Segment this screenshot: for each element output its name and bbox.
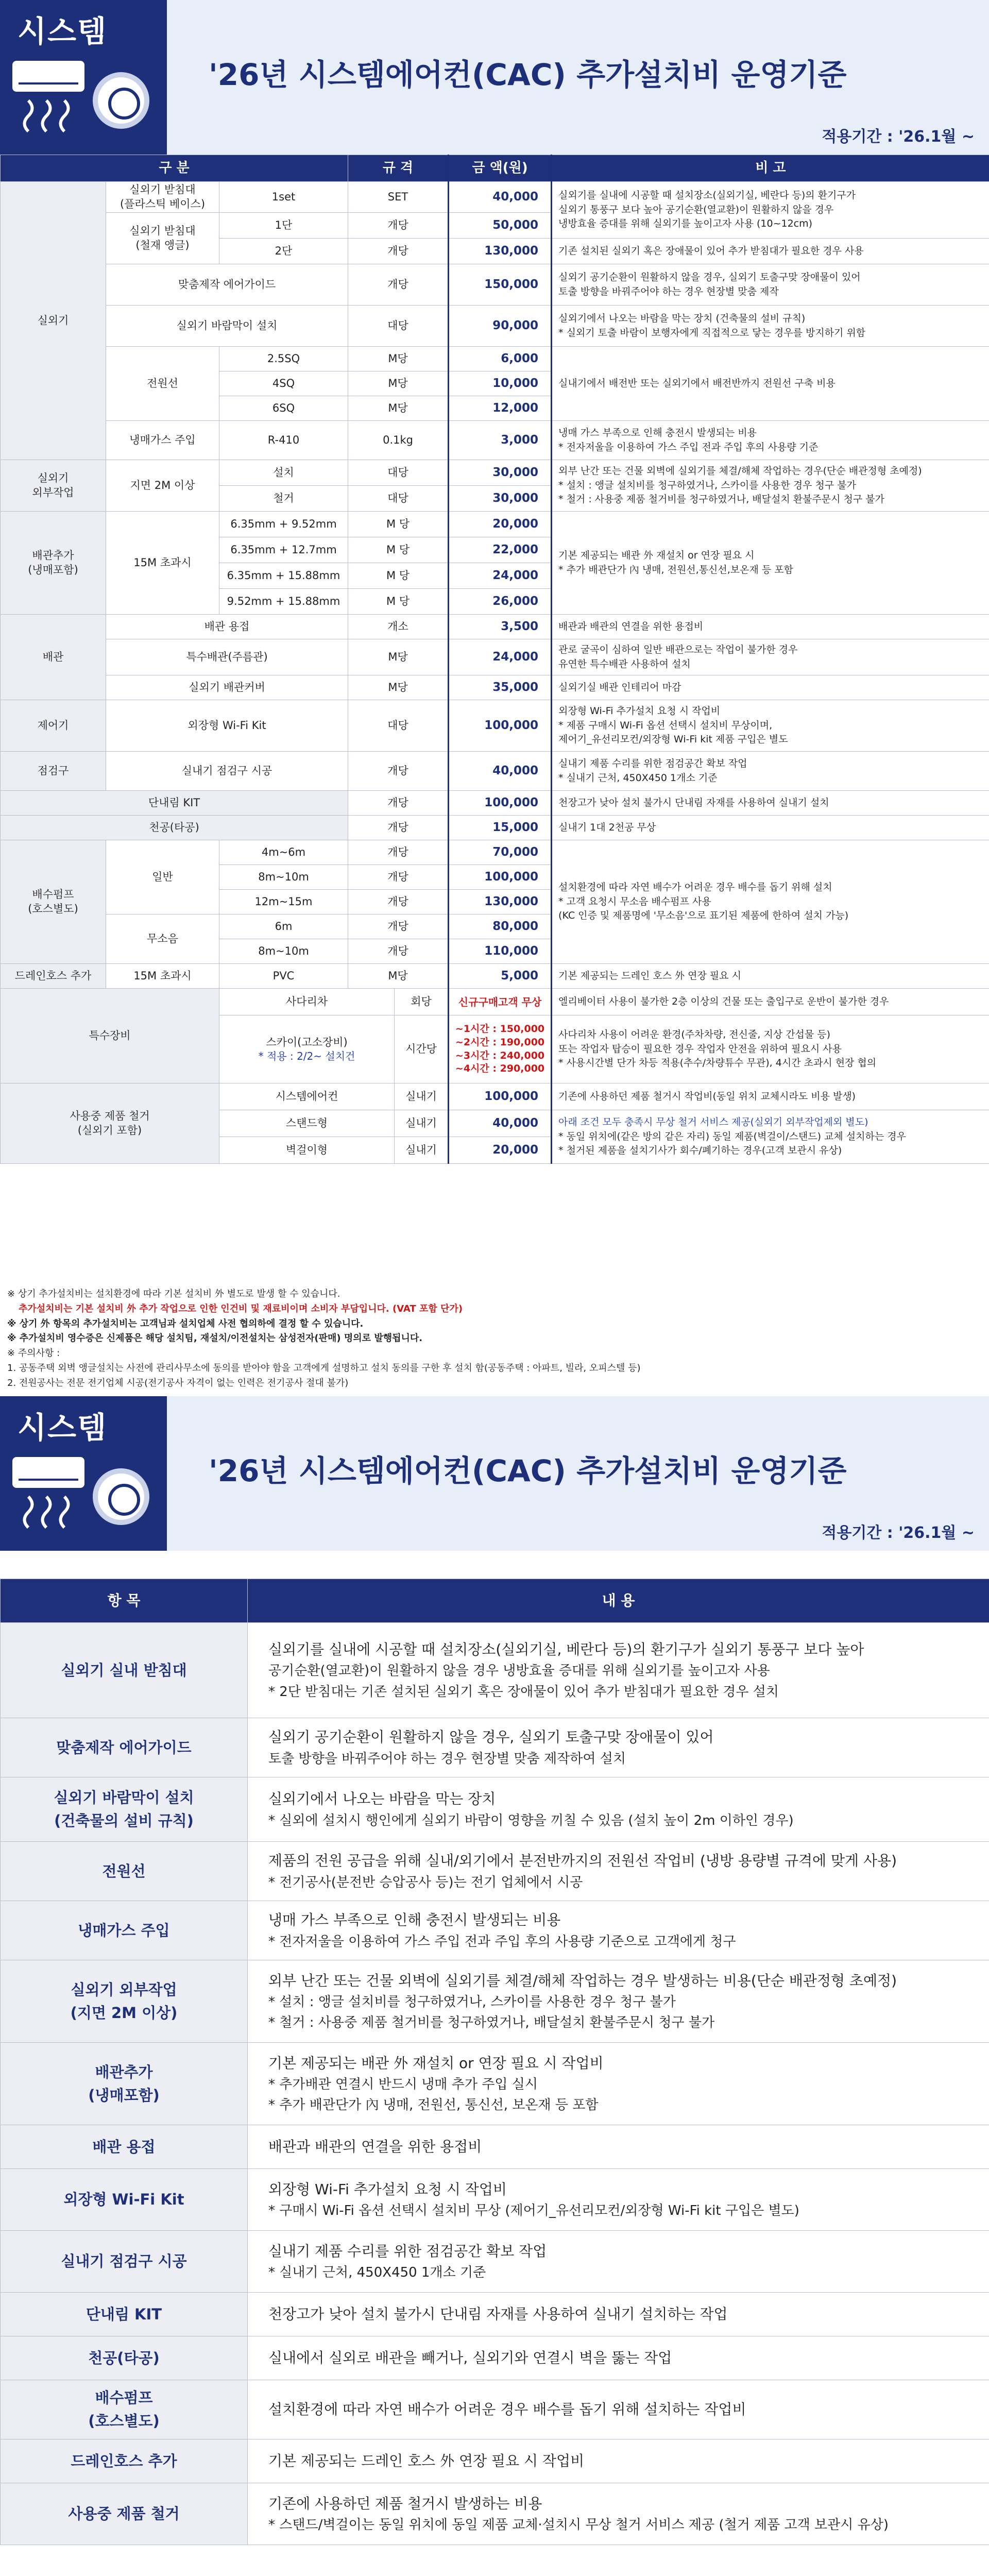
content-line: 외장형 Wi-Fi 추가설치 요청 시 작업비 (268, 2180, 507, 2198)
cell: 개당 (348, 939, 449, 964)
note: 사다리차 사용이 어려운 환경(주차차량, 전신줄, 지상 간섭물 등) 또는 작업자 탑승이 필요한 경우 작업자 안전을 위하여 필요시 사용 * 사용시간별 단가 차등 적용(추수/차량튜수 무관), 4시간 초과시 현장 협의 (552, 1015, 989, 1083)
cell: 1set (219, 182, 348, 213)
col-category: 구 분 (1, 155, 348, 182)
table-row (1, 1718, 989, 1777)
row-label: 실내기 점검구 시공 (1, 2231, 248, 2293)
note: 외장형 Wi-Fi 추가설치 요청 시 작업비 * 제품 구매시 Wi-Fi 옵션 선택시 설치비 무상이며, 제어기_유선리모컨/외장형 Wi-Fi kit 제품 구입은 별도 (552, 700, 989, 752)
row-label: 15M 초과시 (106, 964, 219, 989)
period-label: 적용기간 : '26.1월 ~ (822, 1524, 975, 1542)
row-label: 실외기 외부작업 (1, 460, 106, 512)
row-label: 실외기 받침대 (철재 앵글) (106, 213, 219, 264)
row-label: 외장형 Wi-Fi Kit (106, 700, 348, 752)
note-line: 추가설치비는 기본 설치비 外 추가 작업으로 인한 인건비 및 재료비이며 소비자 부담입니다. (VAT 포함 단가) (19, 1303, 463, 1314)
note: 기본 제공되는 드레인 호스 外 연장 필요 시 (552, 964, 989, 989)
page-title: '26년 시스템에어컨(CAC) 추가설치비 운영기준 (209, 1453, 847, 1488)
note: 실외기에서 나오는 바람을 막는 장치 (건축물의 설비 규칙) * 실외기 토출 바람이 보행자에게 직접적으로 닿는 경우를 방지하기 위함 (552, 306, 989, 347)
table-row (1, 347, 989, 371)
table-row (1, 700, 989, 752)
cell: 설치 (219, 460, 348, 486)
cell: M당 (348, 371, 449, 396)
cell: 실내기 (395, 1110, 449, 1137)
content-line: 기본 제공되는 배관 外 재설치 or 연장 필요 시 작업비 (268, 2054, 604, 2072)
notes-block (7, 1287, 641, 1391)
cell: M당 (348, 675, 449, 700)
row-label: 배관추가 (냉매포함) (1, 512, 106, 615)
amount: 24,000 (449, 563, 552, 589)
cell: 12m~15m (219, 890, 348, 914)
row-content (248, 1777, 989, 1842)
cell: 실내기 (395, 1137, 449, 1164)
table-row (1, 306, 989, 347)
table-row (1, 1083, 989, 1110)
amount: 26,000 (449, 589, 552, 615)
table-row (1, 1901, 989, 1960)
table-row (1, 2231, 989, 2293)
content-line: * 스탠드/벽걸이는 동일 위치에 동일 제품 교체·설치시 무상 철거 서비스 제공 (철거 제품 고객 보관시 유상) (268, 2517, 889, 2533)
amount: 12,000 (449, 396, 552, 421)
cell: 6.35mm + 9.52mm (219, 512, 348, 537)
table-row (1, 2336, 989, 2380)
note-line: 2. 전원공사는 전문 전기업체 시공(전기공사 자격이 없는 인력은 전기공사 절대 불가) (7, 1377, 349, 1388)
table-row (1, 840, 989, 865)
cell: M 당 (348, 589, 449, 615)
note: 실외기실 배관 인테리어 마감 (552, 675, 989, 700)
cell: 0.1kg (348, 421, 449, 460)
content-line: * 전자저울을 이용하여 가스 주입 전과 주입 후의 사용량 기준으로 고객에게 청구 (268, 1934, 736, 1950)
note: 배관과 배관의 연결을 위한 용접비 (552, 615, 989, 639)
row-content (248, 2483, 989, 2545)
row-label: 특수장비 (1, 989, 219, 1083)
cell: 1단 (219, 213, 348, 239)
row-label: 배관 (1, 615, 106, 700)
row-label: 시스템에어컨 (219, 1083, 395, 1110)
content-line: 외부 난간 또는 건물 외벽에 실외기를 체결/해체 작업하는 경우 발생하는 비용(단순 배관정형 초예정) (268, 1972, 897, 1989)
brand-logo (0, 0, 167, 155)
table-row (1, 2125, 989, 2169)
cell: 개당 (348, 752, 449, 791)
amount: 100,000 (449, 791, 552, 816)
content-line: 실내에서 실외로 배관을 빼거나, 실외기와 연결시 벽을 뚫는 작업 (268, 2349, 672, 2367)
row-label: 15M 초과시 (106, 512, 219, 615)
amount: 35,000 (449, 675, 552, 700)
table-header-row (1, 1579, 989, 1623)
amount: 15,000 (449, 816, 552, 840)
row-content (248, 2231, 989, 2293)
cell: 실내기 (395, 1083, 449, 1110)
content-line: * 추가배관 연결시 반드시 냉매 추가 주입 실시 (268, 2076, 538, 2092)
fee-table (0, 155, 989, 1164)
note: 기본 제공되는 배관 外 재설치 or 연장 필요 시 * 추가 배관단가 內 냉매, 전원선,통신선,보온재 등 포함 (552, 512, 989, 615)
note: 천장고가 낮아 설치 불가시 단내림 자재를 사용하여 실내기 설치 (552, 791, 989, 816)
note: 실내기 1대 2천공 무상 (552, 816, 989, 840)
wind-icon (21, 1494, 77, 1530)
fan-icon (93, 1468, 149, 1525)
amount: 40,000 (449, 1110, 552, 1137)
fan-icon (93, 72, 149, 129)
amount: 100,000 (449, 865, 552, 890)
note-line: ※ 상기 外 항목의 추가설치비는 고객님과 설치업체 사전 협의하에 결정 할 수 있습니다. (7, 1318, 364, 1329)
content-line: 실내기 제품 수리를 위한 점검공간 확보 작업 (268, 2242, 547, 2260)
row-label: 점검구 (1, 752, 106, 791)
content-line: 설치환경에 따라 자연 배수가 어려운 경우 배수를 돕기 위해 설치하는 작업비 (268, 2401, 746, 2418)
note: 실내기에서 배전반 또는 실외기에서 배전반까지 전원선 구축 비용 (552, 347, 989, 421)
cell: M 당 (348, 537, 449, 563)
page-title: '26년 시스템에어컨(CAC) 추가설치비 운영기준 (209, 57, 847, 92)
amount: 6,000 (449, 347, 552, 371)
content-line: * 설치 : 앵글 설치비를 청구하였거나, 스카이를 사용한 경우 청구 불가 (268, 1994, 676, 2010)
amount: 100,000 (449, 700, 552, 752)
note: 실외기를 실내에 시공할 때 설치장소(실외기실, 베란다 등)의 환기구가 실외기 통풍구 보다 높아 공기순환(열교환)이 원활하지 않을 경우 냉방효율 증대를 위해 실외기를 높이고자 사용 (10~12cm) (552, 182, 989, 239)
cell: 대당 (348, 700, 449, 752)
content-line: 실외기를 실내에 시공할 때 설치장소(실외기실, 베란다 등)의 환기구가 실외기 통풍구 보다 높아 (268, 1641, 864, 1658)
cell: 6.35mm + 15.88mm (219, 563, 348, 589)
row-label: 벽걸이형 (219, 1137, 395, 1164)
row-label: 배관 용접 (1, 2125, 248, 2169)
row-label: 실외기 외부작업 (지면 2M 이상) (1, 1960, 248, 2043)
amount: 30,000 (449, 460, 552, 486)
cell: 회당 (395, 989, 449, 1015)
cell: 2단 (219, 239, 348, 264)
cell: M당 (348, 964, 449, 989)
row-label: 일반 (106, 840, 219, 914)
content-line: * 추가 배관단가 內 냉매, 전원선, 통신선, 보온재 등 포함 (268, 2097, 599, 2113)
row-label: 드레인호스 추가 (1, 2439, 248, 2483)
table-row (1, 2293, 989, 2336)
content-line: * 실내기 근처, 450X450 1개소 기준 (268, 2265, 486, 2281)
table-row (1, 512, 989, 537)
row-label: 배수펌프 (호스별도) (1, 2380, 248, 2439)
note-line: ※ 상기 추가설치비는 설치환경에 따라 기본 설치비 外 별도로 발생 할 수 있습니다. (7, 1289, 340, 1299)
row-label: 냉매가스 주입 (106, 421, 219, 460)
cell: 개소 (348, 615, 449, 639)
amount: 20,000 (449, 512, 552, 537)
cell: 개당 (348, 239, 449, 264)
cell: 개당 (348, 840, 449, 865)
cell: 6.35mm + 12.7mm (219, 537, 348, 563)
cell: 철거 (219, 486, 348, 512)
row-content (248, 1901, 989, 1960)
note: 기존에 사용하던 제품 철거시 작업비(동일 위치 교체시라도 비용 발생) (552, 1083, 989, 1110)
amount: 50,000 (449, 213, 552, 239)
table-header-row (1, 155, 989, 182)
col-content: 내 용 (248, 1579, 989, 1623)
cell: 2.5SQ (219, 347, 348, 371)
content-line: 천장고가 낮아 설치 불가시 단내림 자재를 사용하여 실내기 설치하는 작업 (268, 2306, 728, 2323)
row-label: 실내기 점검구 시공 (106, 752, 348, 791)
wind-icon (21, 98, 77, 134)
col-amount: 금 액(원) (449, 155, 552, 182)
table-row (1, 816, 989, 840)
aircon-icon (12, 61, 84, 92)
row-content (248, 2439, 989, 2483)
header-second (0, 1396, 989, 1551)
table-row (1, 791, 989, 816)
content-line: 실외기 공기순환이 원활하지 않을 경우, 실외기 토출구맞 장애물이 있어 (268, 1728, 714, 1746)
cell: 대당 (348, 460, 449, 486)
row-label: 지면 2M 이상 (106, 460, 219, 512)
amount: ~1시간 : 150,000 ~2시간 : 190,000 ~3시간 : 240,000 ~4시간 : 290,000 (449, 1015, 552, 1083)
cell: 4SQ (219, 371, 348, 396)
row-label: 실외기 바람막이 설치 (106, 306, 348, 347)
col-note: 비 고 (552, 155, 989, 182)
amount: 150,000 (449, 264, 552, 306)
table-row (1, 2483, 989, 2545)
col-unit: 규 격 (348, 155, 449, 182)
content-line: 냉매 가스 부족으로 인해 충전시 발생되는 비용 (268, 1911, 561, 1929)
table-row (1, 421, 989, 460)
cell: M당 (348, 639, 449, 675)
amount: 130,000 (449, 239, 552, 264)
row-label: 천공(타공) (1, 816, 348, 840)
cell: R-410 (219, 421, 348, 460)
amount: 110,000 (449, 939, 552, 964)
row-content (248, 2043, 989, 2125)
row-label: 사다리차 (219, 989, 395, 1015)
col-item: 항 목 (1, 1579, 248, 1623)
cell: 9.52mm + 15.88mm (219, 589, 348, 615)
content-line: * 실외에 설치시 행인에게 실외기 바람이 영향을 끼칠 수 있음 (설치 높이 2m 이하인 경우) (268, 1812, 794, 1828)
row-content (248, 1842, 989, 1901)
content-line: * 철거 : 사용중 제품 철거비를 청구하였거나, 배달설치 환불주문시 청구 불가 (268, 2015, 715, 2031)
row-content (248, 2169, 989, 2231)
content-line: * 전기공사(분전반 승압공사 등)는 전기 업체에서 시공 (268, 1874, 583, 1890)
row-label: 무소음 (106, 914, 219, 964)
note-line: ※ 주의사항 : (7, 1348, 60, 1359)
table-row (1, 752, 989, 791)
amount: 3,500 (449, 615, 552, 639)
note: 기존 설치된 실외기 혹은 장애물이 있어 추가 받침대가 필요한 경우 사용 (552, 239, 989, 264)
amount: 3,000 (449, 421, 552, 460)
row-label: 사용중 제품 철거 (1, 2483, 248, 2545)
table-row (1, 182, 989, 213)
table-row (1, 639, 989, 675)
row-label: 전원선 (1, 1842, 248, 1901)
cell: 개당 (348, 213, 449, 239)
row-label: 스탠드형 (219, 1110, 395, 1137)
row-label: 실외기 실내 받침대 (1, 1623, 248, 1718)
row-label: 특수배관(주름관) (106, 639, 348, 675)
amount: 40,000 (449, 752, 552, 791)
content-line: 실외기에서 나오는 바람을 막는 장치 (268, 1790, 496, 1808)
row-label: 실외기 (1, 182, 106, 460)
note: 외부 난간 또는 건물 외벽에 실외기를 체결/해체 작업하는 경우(단순 배관정형 초예정) * 설치 : 앵글 설치비를 청구하였거나, 스카이를 사용한 경우 청구 불가 * 철거 : 사용중 제품 철거비를 청구하였거나, 배달설치 환불주문시 청구 불가 (552, 460, 989, 512)
cell: M당 (348, 347, 449, 371)
row-label: 냉매가스 주입 (1, 1901, 248, 1960)
amount: 20,000 (449, 1137, 552, 1164)
amount: 5,000 (449, 964, 552, 989)
row-label: 맞춤제작 에어가이드 (106, 264, 348, 306)
cell: 개당 (348, 865, 449, 890)
row-label: 실외기 배관커버 (106, 675, 348, 700)
amount: 40,000 (449, 182, 552, 213)
cell: 6SQ (219, 396, 348, 421)
cell: 8m~10m (219, 939, 348, 964)
note: 관로 굴곡이 심하여 일반 배관으로는 작업이 불가한 경우 유연한 특수배관 사용하여 설치 (552, 639, 989, 675)
row-label: 배관 용접 (106, 615, 348, 639)
row-content (248, 1960, 989, 2043)
table-row (1, 1960, 989, 2043)
cell: 시간당 (395, 1015, 449, 1083)
note-line: 1. 공동주택 외벽 앵글설치는 사전에 관리사무소에 동의를 받아야 함을 고객에게 설명하고 설치 동의를 구한 후 설치 함(공동주택 : 아파트, 빌라, 오피스텔 등) (7, 1362, 641, 1374)
content-line: * 2단 받침대는 기존 설치된 실외기 혹은 장애물이 있어 추가 받침대가 필요한 경우 설치 (268, 1684, 779, 1700)
cell: 개당 (348, 264, 449, 306)
content-line: 토출 방향을 바꿔주어야 하는 경우 현장별 맞춤 제작하여 설치 (268, 1751, 626, 1767)
header-top (0, 0, 989, 155)
period-label: 적용기간 : '26.1월 ~ (822, 128, 975, 146)
row-content (248, 1623, 989, 1718)
table-row (1, 615, 989, 639)
cell: 개당 (348, 816, 449, 840)
row-label: 단내림 KIT (1, 791, 348, 816)
amount: 24,000 (449, 639, 552, 675)
cell: M 당 (348, 563, 449, 589)
cell: 4m~6m (219, 840, 348, 865)
content-line: 공기순환(열교환)이 원활하지 않을 경우 냉방효율 증대를 위해 실외기를 높이고자 사용 (268, 1663, 770, 1679)
cell: 개당 (348, 914, 449, 939)
table-row (1, 2380, 989, 2439)
row-label: 단내림 KIT (1, 2293, 248, 2336)
amount: 90,000 (449, 306, 552, 347)
amount: 100,000 (449, 1083, 552, 1110)
table-row (1, 264, 989, 306)
row-label: 사용중 제품 철거 (실외기 포함) (1, 1083, 219, 1164)
content-line: 기존에 사용하던 제품 철거시 발생하는 비용 (268, 2495, 542, 2512)
content-line: 배관과 배관의 연결을 위한 용접비 (268, 2138, 482, 2156)
amount: 70,000 (449, 840, 552, 865)
amount: 30,000 (449, 486, 552, 512)
row-label: 전원선 (106, 347, 219, 421)
aircon-icon (12, 1457, 84, 1488)
row-label: 제어기 (1, 700, 106, 752)
brand-logo (0, 1396, 167, 1551)
table-row (1, 989, 989, 1015)
table-row (1, 2439, 989, 2483)
table-row (1, 675, 989, 700)
cell: 개당 (348, 890, 449, 914)
table-row (1, 2043, 989, 2125)
table-row (1, 2169, 989, 2231)
cell: M당 (348, 396, 449, 421)
content-line: 기본 제공되는 드레인 호스 外 연장 필요 시 작업비 (268, 2452, 585, 2470)
cell: 6m (219, 914, 348, 939)
amount: 80,000 (449, 914, 552, 939)
row-label: 실외기 바람막이 설치 (건축물의 설비 규칙) (1, 1777, 248, 1842)
row-label: 드레인호스 추가 (1, 964, 106, 989)
row-label: 배관추가 (냉매포함) (1, 2043, 248, 2125)
table-row (1, 1842, 989, 1901)
description-table (0, 1579, 989, 2545)
note: 아래 조건 모두 충족시 무상 철거 서비스 제공(실외기 외부작업제외 별도) * 동일 위치에(같은 방의 같은 자리) 동일 제품(벽걸이/스탠드) 교체 설치하는 경우 * 철거된 제품을 설치기사가 회수/폐기하는 경우(고객 보관시 유상) (552, 1110, 989, 1164)
cell: 8m~10m (219, 865, 348, 890)
fee-table-section (0, 155, 989, 1164)
row-content (248, 1718, 989, 1777)
row-content (248, 2380, 989, 2439)
note: 냉매 가스 부족으로 인해 충전시 발생되는 비용 * 전자저울을 이용하여 가스 주입 전과 주입 후의 사용량 기준 (552, 421, 989, 460)
row-label: 외장형 Wi-Fi Kit (1, 2169, 248, 2231)
brand-text: 시스템 (18, 14, 108, 49)
amount: 신규구매고객 무상 (449, 989, 552, 1015)
description-table-section (0, 1579, 989, 2545)
note: 실외기 공기순환이 원활하지 않을 경우, 실외기 토출구맞 장애물이 있어 토출 방향을 바꿔주어야 하는 경우 현장별 맞춤 제작 (552, 264, 989, 306)
content-line: 제품의 전원 공급을 위해 실내/외기에서 분전반까지의 전원선 작업비 (냉방 용량별 규격에 맞게 사용) (268, 1852, 897, 1870)
content-line: * 구매시 Wi-Fi 옵션 선택시 설치비 무상 (제어기_유선리모컨/외장형 Wi-Fi kit 구입은 별도) (268, 2203, 799, 2219)
amount: 10,000 (449, 371, 552, 396)
table-row (1, 1623, 989, 1718)
table-row (1, 964, 989, 989)
row-label: 실외기 받침대 (플라스틱 베이스) (106, 182, 219, 213)
note-line: ※ 추가설치비 영수증은 신제품은 해당 설치팀, 재설치/이전설치는 삼성전자(판매) 명의로 발행됩니다. (7, 1333, 423, 1344)
cell: 개당 (348, 791, 449, 816)
row-label: 배수펌프 (호스별도) (1, 840, 106, 964)
row-label: 맞춤제작 에어가이드 (1, 1718, 248, 1777)
table-row (1, 1777, 989, 1842)
row-label: 천공(타공) (1, 2336, 248, 2380)
row-content (248, 2125, 989, 2169)
brand-text: 시스템 (18, 1410, 108, 1445)
cell: SET (348, 182, 449, 213)
row-content (248, 2336, 989, 2380)
note: 설치환경에 따라 자연 배수가 어려운 경우 배수를 돕기 위해 설치 * 고객 요청시 무소음 배수펌프 사용 (KC 인증 및 제품명에 '무소음'으로 표기된 제품에 한하여 설치 가능) (552, 840, 989, 964)
table-row (1, 460, 989, 486)
amount: 22,000 (449, 537, 552, 563)
cell: 대당 (348, 486, 449, 512)
row-label: 스카이(고소장비) * 적용 : 2/2~ 설치건 (219, 1015, 395, 1083)
amount: 130,000 (449, 890, 552, 914)
note: 실내기 제품 수리를 위한 점검공간 확보 작업 * 실내기 근처, 450X450 1개소 기준 (552, 752, 989, 791)
cell: 대당 (348, 306, 449, 347)
note: 엘리베이터 사용이 불가한 2층 이상의 건물 또는 출입구로 운반이 불가한 경우 (552, 989, 989, 1015)
cell: M 당 (348, 512, 449, 537)
cell: PVC (219, 964, 348, 989)
row-content (248, 2293, 989, 2336)
